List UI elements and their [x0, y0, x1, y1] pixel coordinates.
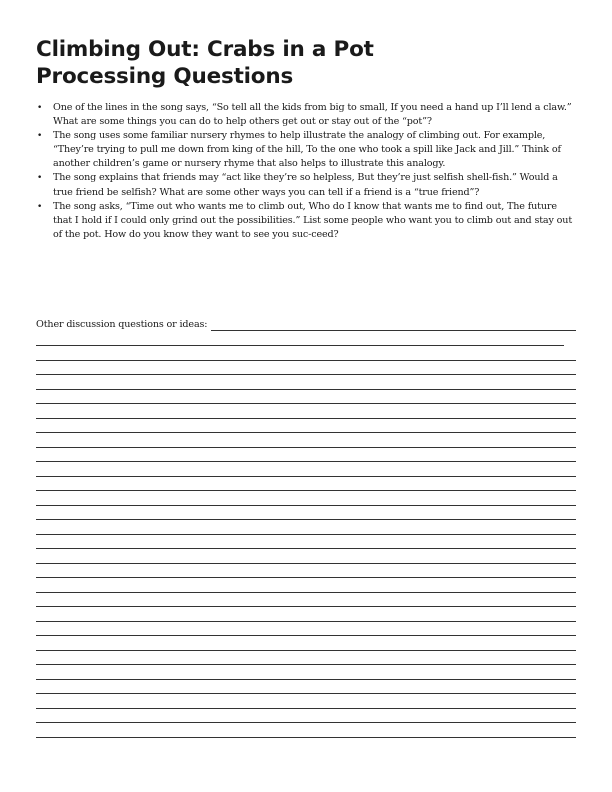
writing-line[interactable] [36, 577, 576, 578]
question-text: The song explains that friends may “act like they’re so helpless, But they’re just selfish shell-fish.” Would a true friend be selfish? What are some other ways you can tell if a friend is a “true friend”? [53, 172, 558, 198]
writing-line[interactable] [36, 345, 564, 346]
writing-line[interactable] [36, 432, 576, 433]
title-line-2: Processing Questions [36, 64, 294, 89]
writing-line[interactable] [36, 548, 576, 549]
bullet-icon: • [37, 201, 43, 212]
writing-line[interactable] [36, 635, 576, 636]
writing-line[interactable] [36, 664, 576, 665]
bullet-icon: • [37, 103, 43, 113]
writing-line[interactable] [36, 389, 576, 390]
writing-lines [36, 0, 576, 792]
writing-line[interactable] [36, 650, 576, 651]
writing-line[interactable] [36, 534, 576, 535]
writing-line[interactable] [36, 722, 576, 723]
writing-line[interactable] [36, 519, 576, 520]
writing-line[interactable] [36, 374, 576, 375]
writing-line[interactable] [36, 476, 576, 477]
writing-line[interactable] [36, 403, 576, 404]
bullet-icon: • [37, 173, 43, 184]
title-line-1: Climbing Out: Crabs in a Pot [36, 37, 374, 62]
writing-line[interactable] [36, 447, 576, 448]
question-text: The song asks, “Time out who wants me to climb out, Who do I know that wants me to find out, The future that I hold if I could only grind out the possibilities.” List some people who want you to climb out and stay out of the pot. How do you know they want to see you suc-ceed? [53, 200, 573, 240]
bullet-icon: • [37, 131, 43, 142]
writing-line[interactable] [36, 606, 576, 607]
writing-line[interactable] [36, 461, 576, 462]
writing-line[interactable] [36, 592, 576, 593]
writing-line[interactable] [36, 621, 576, 622]
other-ideas-label: Other discussion questions or ideas: [36, 319, 208, 330]
writing-line[interactable] [36, 737, 576, 738]
writing-line[interactable] [36, 708, 576, 709]
writing-line[interactable] [36, 563, 576, 564]
writing-line[interactable] [36, 679, 576, 680]
question-text: The song uses some familiar nursery rhymes to help illustrate the analogy of climbing out. For example, “They’re trying to pull me down from king of the hill, To the one who took a spill like Jack and Jill.” Think of another children’s game or nursery rhyme that also helps to illustrate this analogy. [53, 130, 561, 170]
question-text: One of the lines in the song says, “So tell all the kids from big to small, If you need a hand up I’ll lend a claw.” What are some things you can do to help others get out or stay out of the “pot”? [53, 102, 572, 128]
writing-line[interactable] [36, 418, 576, 419]
writing-line[interactable] [36, 505, 576, 506]
writing-line[interactable] [36, 693, 576, 694]
writing-line[interactable] [36, 360, 576, 361]
writing-line[interactable] [36, 490, 576, 491]
